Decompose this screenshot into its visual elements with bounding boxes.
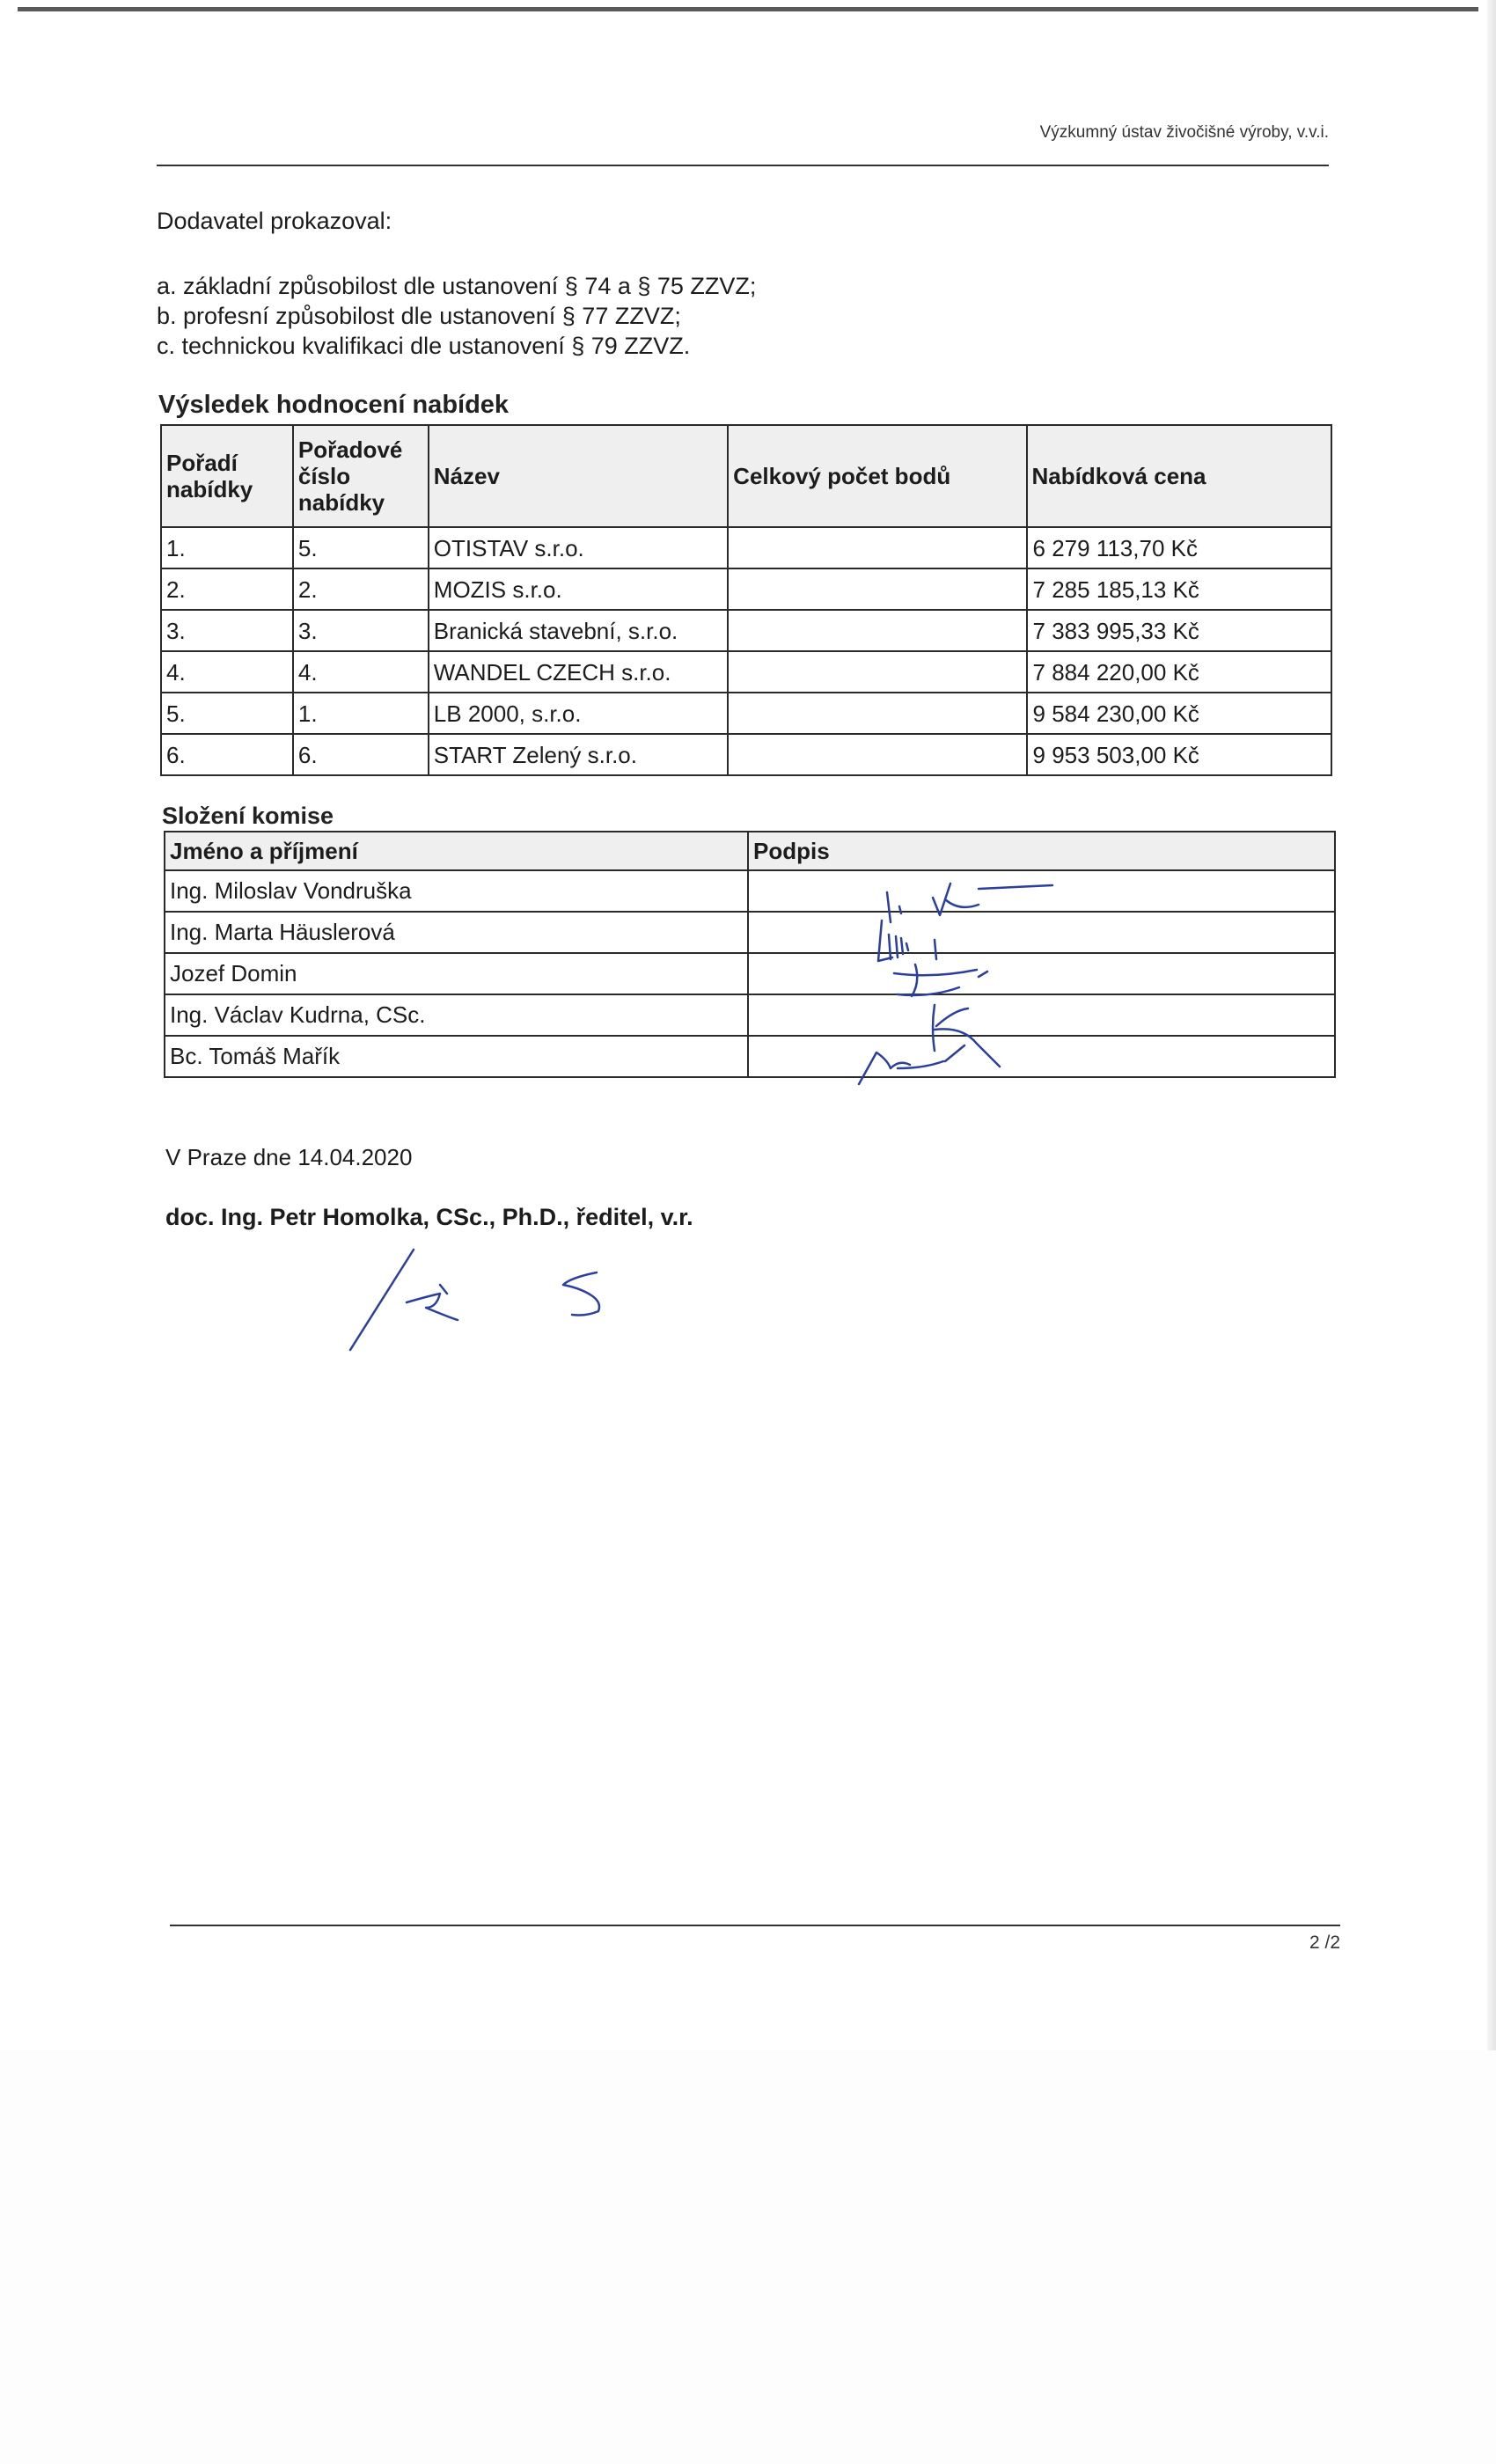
cell-poradove-cislo: 4. <box>293 651 429 693</box>
cell-nazev: WANDEL CZECH s.r.o. <box>429 651 728 693</box>
cell-nazev: LB 2000, s.r.o. <box>429 693 728 734</box>
cell-cena: 7 383 995,33 Kč <box>1027 610 1331 651</box>
cell-poradove-cislo: 1. <box>293 693 429 734</box>
cell-poradi: 1. <box>161 527 293 568</box>
committee-title: Složení komise <box>162 803 334 829</box>
cell-poradi: 3. <box>161 610 293 651</box>
col-header-podpis: Podpis <box>748 832 1335 870</box>
qualification-item: c. technickou kvalifikaci dle ustanovení § 79 ZZVZ. <box>157 333 691 359</box>
table-row <box>165 994 1335 1036</box>
cell-member-name: Jozef Domin <box>165 953 748 994</box>
cell-member-name: Ing. Miloslav Vondruška <box>165 870 748 912</box>
committee-header-row <box>165 832 1335 870</box>
signature-director <box>350 1250 599 1350</box>
cell-poradi: 5. <box>161 693 293 734</box>
col-header-poradi: Pořadí nabídky <box>161 425 293 527</box>
cell-nazev: OTISTAV s.r.o. <box>429 527 728 568</box>
cell-signature <box>748 912 1335 953</box>
scan-bottom-area <box>0 2050 1496 2464</box>
cell-body <box>728 734 1026 775</box>
table-row <box>161 568 1331 610</box>
header-rule <box>157 165 1329 166</box>
cell-signature <box>748 1036 1335 1077</box>
table-row <box>165 953 1335 994</box>
page-number: 2 /2 <box>1309 1932 1341 1953</box>
cell-member-name: Bc. Tomáš Mařík <box>165 1036 748 1077</box>
scan-edge-top <box>18 7 1478 11</box>
col-header-nazev: Název <box>429 425 728 527</box>
table-row <box>165 912 1335 953</box>
scan-edge-right <box>1487 0 1496 2050</box>
qualification-item: b. profesní způsobilost dle ustanovení § 77 ZZVZ; <box>157 303 681 329</box>
cell-body <box>728 568 1026 610</box>
cell-poradove-cislo: 2. <box>293 568 429 610</box>
table-row <box>165 1036 1335 1077</box>
col-header-cena: Nabídková cena <box>1027 425 1331 527</box>
cell-signature <box>748 953 1335 994</box>
director-name: doc. Ing. Petr Homolka, CSc., Ph.D., ředitel, v.r. <box>165 1204 693 1230</box>
cell-body <box>728 693 1026 734</box>
cell-poradi: 2. <box>161 568 293 610</box>
intro-text: Dodavatel prokazoval: <box>157 208 392 234</box>
cell-nazev: MOZIS s.r.o. <box>429 568 728 610</box>
cell-member-name: Ing. Marta Häuslerová <box>165 912 748 953</box>
results-title: Výsledek hodnocení nabídek <box>158 391 510 419</box>
cell-body <box>728 527 1026 568</box>
cell-nazev: Branická stavební, s.r.o. <box>429 610 728 651</box>
cell-cena: 9 953 503,00 Kč <box>1027 734 1331 775</box>
results-table <box>160 424 1332 776</box>
cell-cena: 6 279 113,70 Kč <box>1027 527 1331 568</box>
cell-body <box>728 651 1026 693</box>
cell-poradi: 6. <box>161 734 293 775</box>
results-header-row <box>161 425 1331 527</box>
cell-member-name: Ing. Václav Kudrna, CSc. <box>165 994 748 1036</box>
col-header-poradove-cislo: Pořadové číslo nabídky <box>293 425 429 527</box>
cell-poradove-cislo: 6. <box>293 734 429 775</box>
cell-nazev: START Zelený s.r.o. <box>429 734 728 775</box>
table-row <box>161 693 1331 734</box>
cell-signature <box>748 870 1335 912</box>
cell-cena: 7 884 220,00 Kč <box>1027 651 1331 693</box>
cell-cena: 9 584 230,00 Kč <box>1027 693 1331 734</box>
cell-signature <box>748 994 1335 1036</box>
qualification-list <box>157 271 756 361</box>
table-row <box>161 734 1331 775</box>
cell-poradove-cislo: 5. <box>293 527 429 568</box>
footer-rule <box>170 1925 1340 1926</box>
page-header-institution: Výzkumný ústav živočišné výroby, v.v.i. <box>1039 123 1329 142</box>
table-row <box>161 651 1331 693</box>
col-header-body: Celkový počet bodů <box>728 425 1026 527</box>
cell-cena: 7 285 185,13 Kč <box>1027 568 1331 610</box>
qualification-item: a. základní způsobilost dle ustanovení § 74 a § 75 ZZVZ; <box>157 273 757 299</box>
cell-poradove-cislo: 3. <box>293 610 429 651</box>
cell-poradi: 4. <box>161 651 293 693</box>
col-header-jmeno: Jméno a příjmení <box>165 832 748 870</box>
place-date: V Praze dne 14.04.2020 <box>165 1144 413 1170</box>
table-row <box>161 610 1331 651</box>
committee-table <box>164 831 1336 1078</box>
table-row <box>165 870 1335 912</box>
table-row <box>161 527 1331 568</box>
cell-body <box>728 610 1026 651</box>
